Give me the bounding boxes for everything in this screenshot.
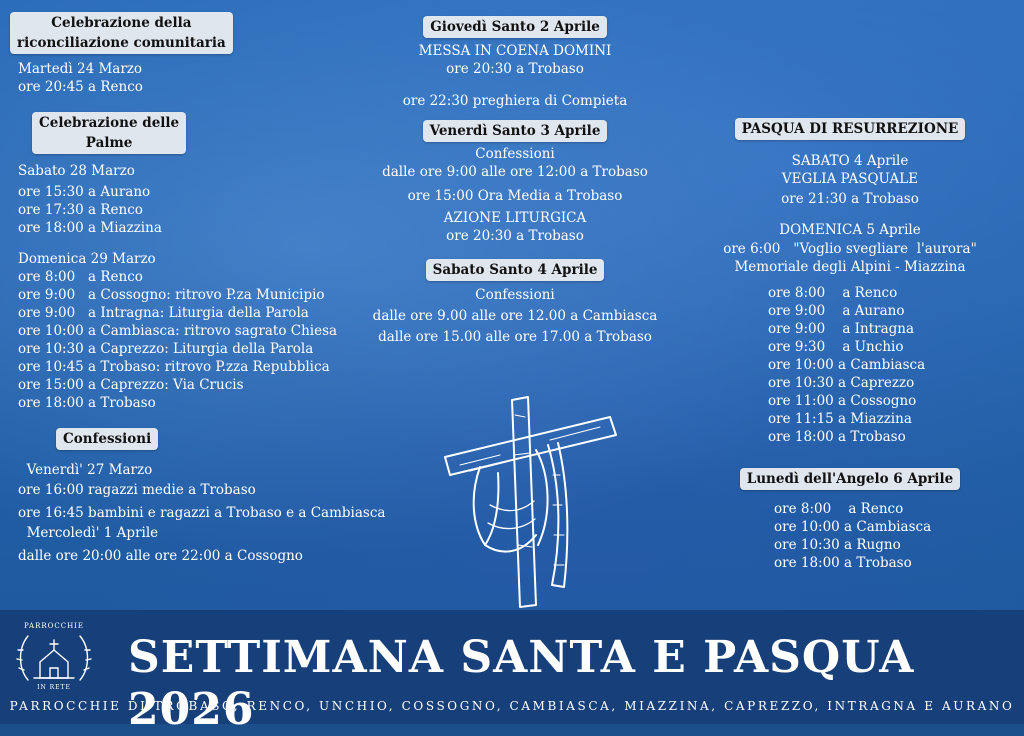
text-line: ore 10:30 a Rugno <box>774 537 901 553</box>
palme-header-line-1: Celebrazione delle <box>39 115 180 131</box>
text-line: ore 9:00 a Intragna <box>768 321 915 337</box>
text-line: ore 20:30 a Trobaso <box>446 61 584 77</box>
page-title: SETTIMANA SANTA E PASQUA 2026 <box>128 632 915 735</box>
text-line: Martedì 24 Marzo <box>18 61 143 77</box>
right-column <box>700 118 1000 572</box>
text-line: Confessioni <box>475 146 555 162</box>
palme-header-line-2: Palme <box>85 135 133 151</box>
giovedi-info <box>370 42 660 78</box>
middle-column <box>370 16 660 348</box>
ora-media-line: ore 15:00 Ora Media a Trobaso <box>407 188 623 204</box>
pasqua-header <box>735 118 966 140</box>
venerdi-header-label: Venerdì Santo 3 Aprile <box>429 123 601 139</box>
text-line: ore 10:00 a Cambiasca <box>774 519 932 535</box>
text-line: ore 20:45 a Renco <box>18 79 143 95</box>
logo-bottom-text: IN RETE <box>37 684 71 691</box>
text-line: MESSA IN COENA DOMINI <box>418 43 612 59</box>
text-line: ore 8:00 a Renco <box>768 285 898 301</box>
text-line: ore 15:30 a Aurano <box>18 184 151 200</box>
lunedi-info <box>700 500 1000 572</box>
text-line: ore 10:30 a Caprezzo: Liturgia della Parola <box>18 341 314 357</box>
sabato-santo-header-label: Sabato Santo 4 Aprile <box>432 262 598 278</box>
text-line: VEGLIA PASQUALE <box>781 171 919 187</box>
text-line: ore 10:30 a Caprezzo <box>768 375 915 391</box>
confessioni-header-label: Confessioni <box>63 431 152 447</box>
domenica-pasqua-info <box>700 284 1000 446</box>
text-line: ore 18:00 a Trobaso <box>768 429 906 445</box>
text-line: ore 9:00 a Aurano <box>768 303 905 319</box>
compieta-line: ore 22:30 preghiera di Compieta <box>402 93 628 109</box>
text-line: Venerdì' 27 Marzo <box>18 462 153 478</box>
footer-banner <box>0 610 1024 735</box>
text-line: Mercoledì' 1 Aprile <box>18 525 159 541</box>
text-line: dalle ore 9.00 alle ore 12.00 a Cambiasca <box>372 308 658 324</box>
text-line: dalle ore 9:00 alle ore 12:00 a Trobaso <box>382 164 648 180</box>
text-line: ore 10:00 a Cambiasca <box>768 357 926 373</box>
azione-liturgica-info <box>370 209 660 245</box>
text-line: ore 9:30 a Unchio <box>768 339 904 355</box>
riconciliazione-info <box>18 60 430 96</box>
logo-top-text: PARROCCHIE <box>23 622 85 630</box>
text-line: ore 11:15 a Miazzina <box>768 411 912 427</box>
riconciliazione-header-line-1: Celebrazione della <box>51 15 192 31</box>
veglia-info <box>700 152 1000 208</box>
giovedi-header-label: Giovedì Santo 2 Aprile <box>430 19 600 35</box>
text-line: ore 21:30 a Trobaso <box>781 191 919 207</box>
confessioni-info <box>18 460 430 566</box>
text-line: ore 16:45 bambini e ragazzi a Trobaso e a Cambiasca <box>18 505 386 521</box>
lunedi-header <box>740 468 961 490</box>
giovedi-header <box>423 16 607 38</box>
text-line: AZIONE LITURGICA <box>443 210 587 226</box>
venerdi-header <box>423 120 608 142</box>
sabato-palme-info <box>18 162 430 237</box>
text-line: SABATO 4 Aprile <box>791 153 909 169</box>
text-line: ore 18:00 a Trobaso <box>18 395 156 411</box>
text-line: ore 9:00 a Cossogno: ritrovo P.za Municipio <box>18 287 325 303</box>
text-line: ore 8:00 a Renco <box>18 269 143 285</box>
text-line: Confessioni <box>475 287 555 303</box>
cross-with-cloth-icon <box>440 395 620 610</box>
sabato-santo-info <box>370 285 660 348</box>
text-line: ore 11:00 a Cossogno <box>768 393 917 409</box>
domenica-palme-info <box>18 250 430 412</box>
text-line: ore 10:00 a Cambiasca: ritrovo sagrato Chiesa <box>18 323 338 339</box>
text-line: Domenica 29 Marzo <box>18 251 156 267</box>
text-line: ore 8:00 a Renco <box>774 501 904 517</box>
text-line: ore 20:30 a Trobaso <box>446 228 584 244</box>
confessioni-header <box>56 428 158 450</box>
text-line: ore 18:00 a Miazzina <box>18 220 162 236</box>
lunedi-header-label: Lunedì dell'Angelo 6 Aprile <box>746 471 954 487</box>
palme-header <box>32 112 186 154</box>
text-line: ore 9:00 a Intragna: Liturgia della Parola <box>18 305 309 321</box>
text-line: ore 18:00 a Trobaso <box>774 555 912 571</box>
left-column <box>10 12 430 566</box>
sabato-santo-header <box>426 259 605 281</box>
church-wreath-icon <box>12 622 96 694</box>
text-line: ore 17:30 a Renco <box>18 202 143 218</box>
text-line: dalle ore 15.00 alle ore 17.00 a Trobaso <box>378 329 652 345</box>
parishes-subtitle: PARROCCHIE DI TROBASO, RENCO, UNCHIO, COSSOGNO, CAMBIASCA, MIAZZINA, CAPREZZO, INTRAGNA E AURANO <box>9 699 1015 713</box>
venerdi-info <box>370 145 660 181</box>
pasqua-header-label: PASQUA DI RESURREZIONE <box>741 121 959 137</box>
text-line: ore 16:00 ragazzi medie a Trobaso <box>18 482 256 498</box>
domenica-title: DOMENICA 5 Aprile <box>779 222 921 238</box>
riconciliazione-header-line-2: riconciliazione comunitaria <box>17 35 226 51</box>
text-line: ore 10:45 a Trobaso: ritrovo P.zza Repubblica <box>18 359 330 375</box>
riconciliazione-header <box>10 12 233 54</box>
text-line: dalle ore 20:00 alle ore 22:00 a Cossogno <box>18 548 303 564</box>
text-line: Memoriale degli Alpini - Miazzina <box>734 259 966 275</box>
text-line: ore 6:00 "Voglio svegliare l'aurora" <box>723 241 977 257</box>
alba-info <box>700 240 1000 276</box>
text-line: Sabato 28 Marzo <box>18 163 135 179</box>
text-line: ore 15:00 a Caprezzo: Via Crucis <box>18 377 244 393</box>
